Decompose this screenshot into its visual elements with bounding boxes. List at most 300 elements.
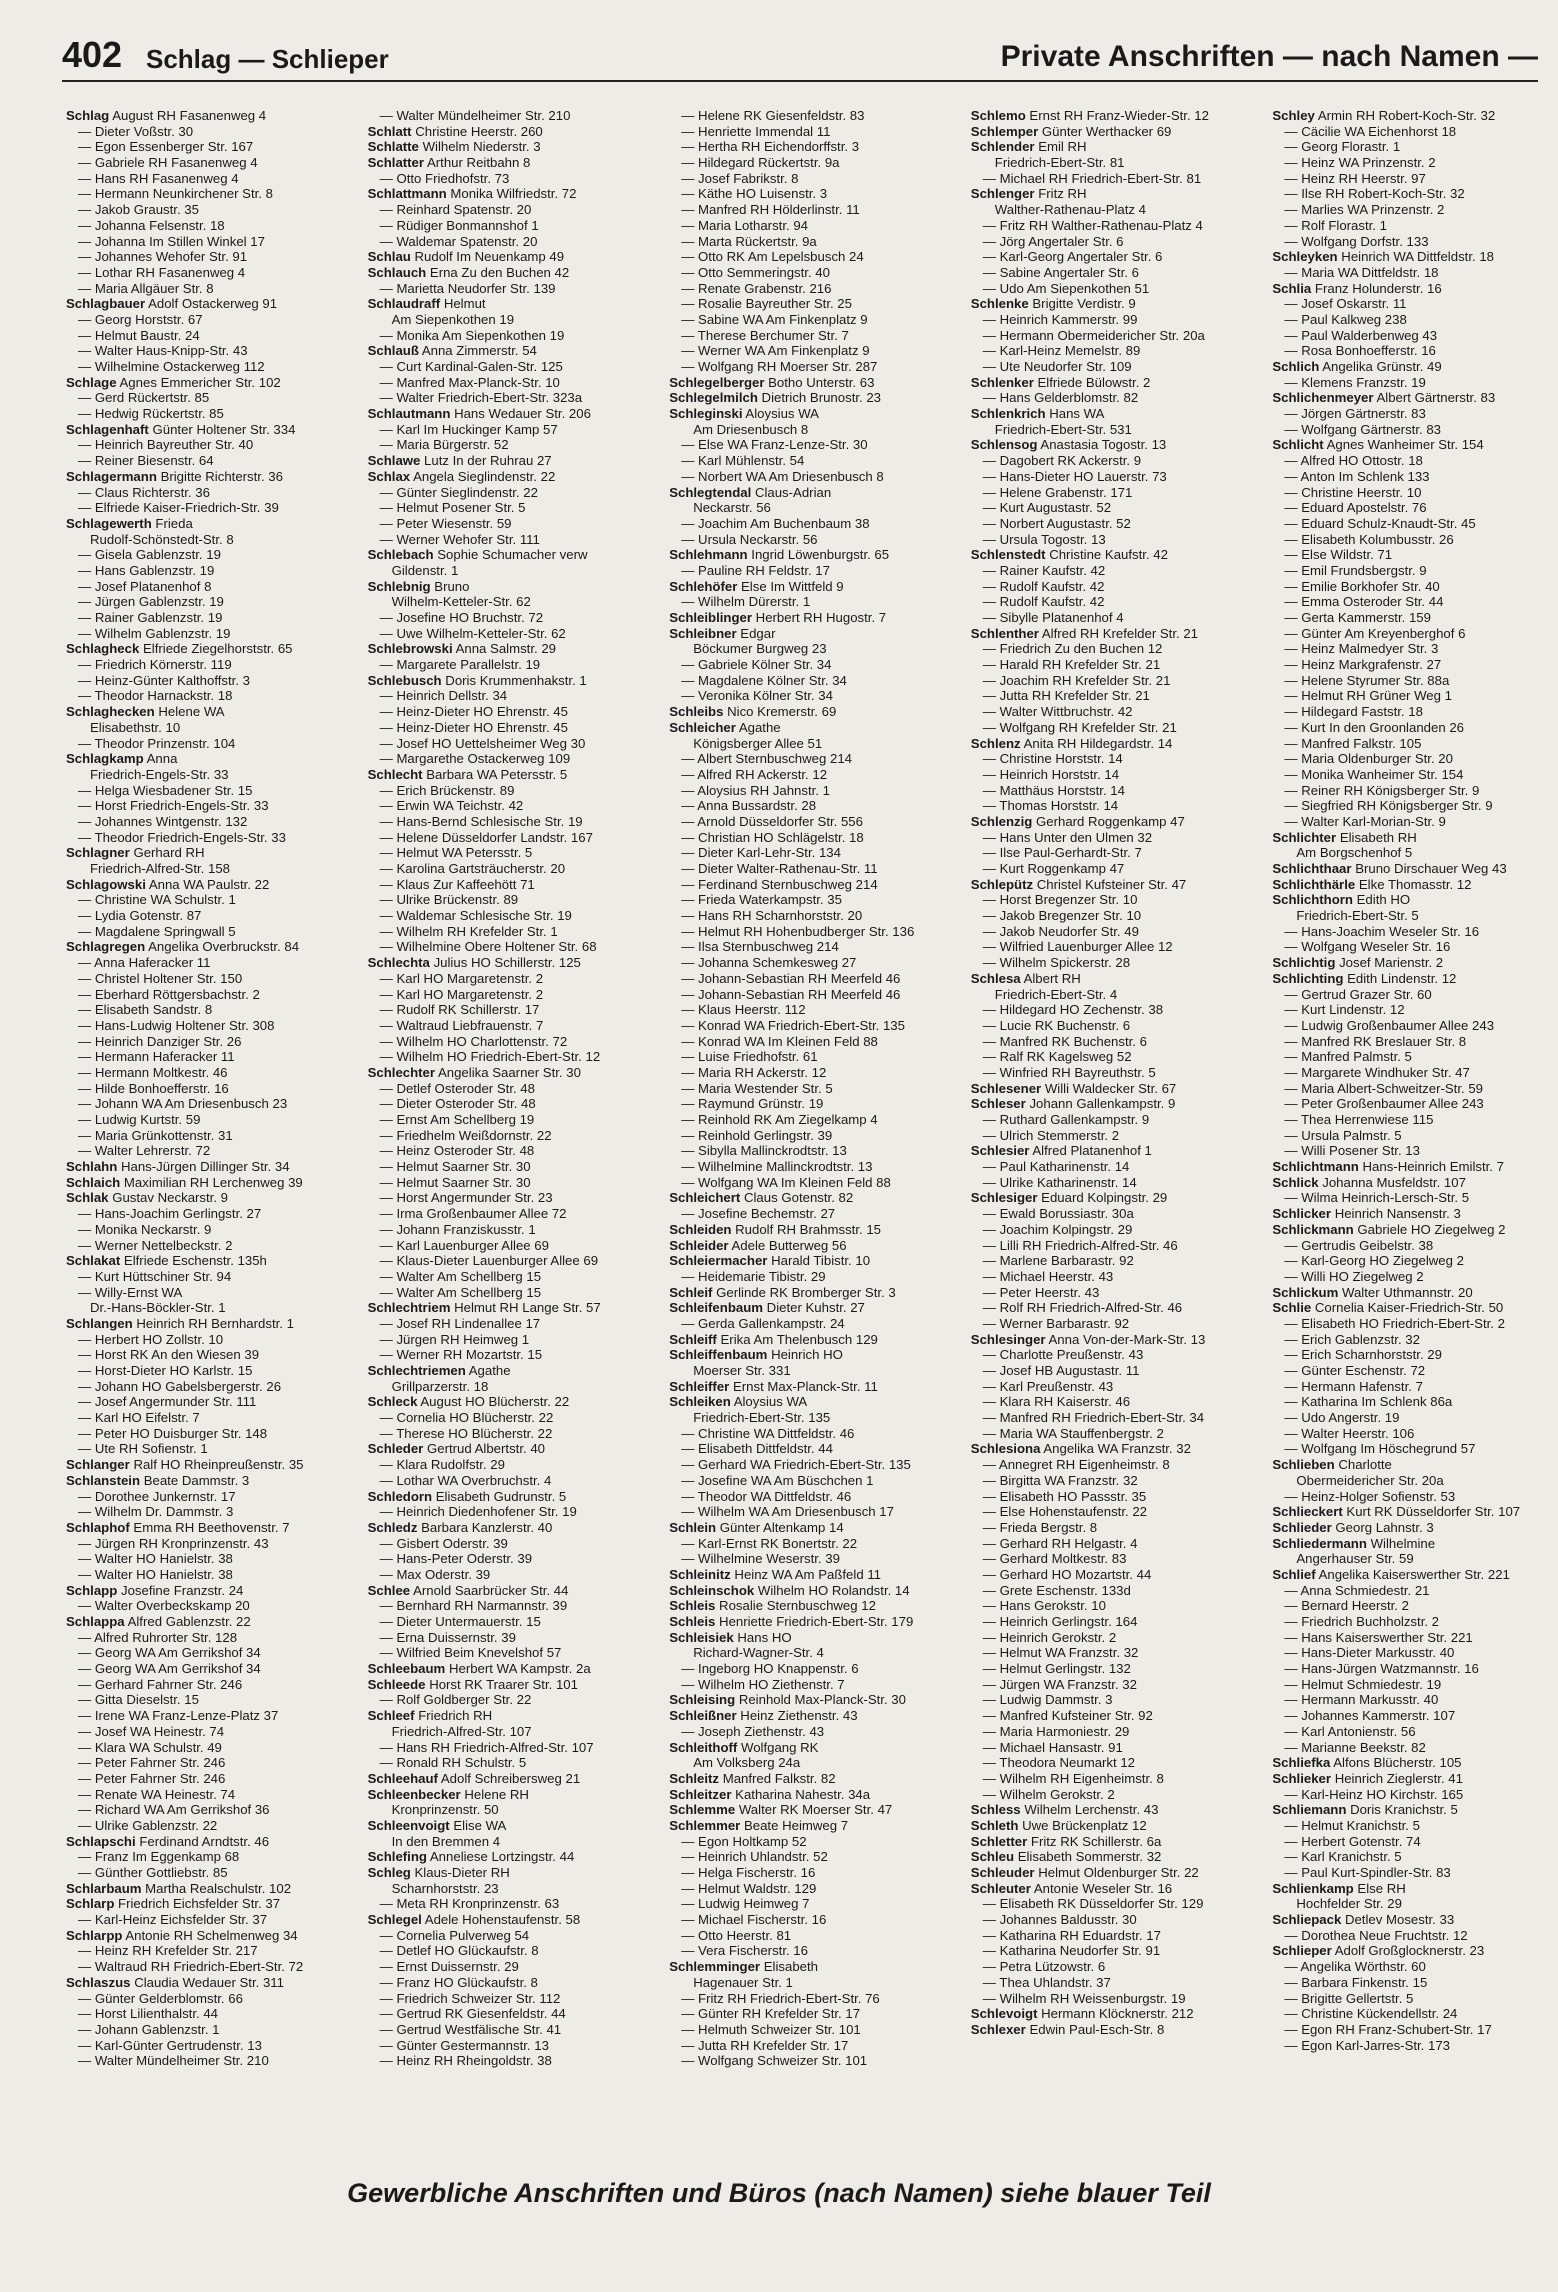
directory-entry bbox=[1272, 249, 1558, 265]
entry-text: — Emma Osteroder Str. 44 bbox=[1284, 594, 1444, 610]
directory-entry bbox=[66, 1332, 356, 1348]
entry-text: — Wilma Heinrich-Lersch-Str. 5 bbox=[1284, 1190, 1470, 1206]
entry-text: — Helmuth Schweizer Str. 101 bbox=[681, 2021, 861, 2037]
directory-entry bbox=[669, 1081, 959, 1097]
directory-entry bbox=[66, 1818, 356, 1834]
entry-text: — Manfred Palmstr. 5 bbox=[1284, 1049, 1412, 1065]
surname: Schlichter bbox=[1272, 829, 1337, 845]
directory-entry bbox=[66, 1143, 356, 1159]
entry-text: — Josef Platanenhof 8 bbox=[78, 578, 212, 594]
directory-entry bbox=[66, 877, 356, 893]
entry-text: — Walter HO Hanielstr. 38 bbox=[78, 1566, 233, 1582]
entry-text: Fritz RK Schillerstr. 6a bbox=[1030, 1833, 1162, 1849]
directory-entry bbox=[971, 987, 1261, 1003]
entry-text: — Erwin WA Teichstr. 42 bbox=[379, 798, 524, 814]
entry-text: — Wolfgang Dorfstr. 133 bbox=[1284, 233, 1429, 249]
directory-entry bbox=[368, 892, 658, 908]
directory-entry bbox=[669, 1379, 959, 1395]
directory-entry bbox=[66, 469, 356, 485]
entry-text: — Anna Haferacker 11 bbox=[78, 955, 211, 971]
entry-text: — Heinz-Holger Sofienstr. 53 bbox=[1284, 1488, 1456, 1504]
directory-entry bbox=[1272, 783, 1558, 799]
entry-text: Anna Zimmerstr. 54 bbox=[421, 343, 537, 359]
entry-text: — Rolf RH Friedrich-Alfred-Str. 46 bbox=[982, 1300, 1183, 1316]
directory-entry bbox=[66, 547, 356, 563]
entry-text: — Ulrike Katharinenstr. 14 bbox=[982, 1174, 1137, 1190]
entry-text: Heinrich HO bbox=[771, 1347, 843, 1363]
directory-entry bbox=[971, 657, 1261, 673]
directory-entry bbox=[1272, 312, 1558, 328]
surname: Schlau bbox=[367, 249, 411, 265]
directory-entry bbox=[669, 1238, 959, 1254]
entry-text: — Katharina RH Eduardstr. 17 bbox=[982, 1927, 1161, 1943]
directory-entry bbox=[66, 265, 356, 281]
directory-entry bbox=[669, 924, 959, 940]
entry-text: — Wolfgang Weseler Str. 16 bbox=[1284, 939, 1451, 955]
directory-entry bbox=[971, 845, 1261, 861]
entry-text: — Helmut RH Grüner Weg 1 bbox=[1284, 688, 1452, 704]
surname: Schlemmer bbox=[669, 1817, 741, 1833]
surname: Schleitz bbox=[669, 1770, 720, 1786]
entry-text: Königsberger Allee 51 bbox=[693, 735, 823, 751]
directory-entry bbox=[669, 955, 959, 971]
entry-text: — Klemens Franzstr. 19 bbox=[1284, 374, 1426, 390]
directory-entry bbox=[66, 155, 356, 171]
directory-entry bbox=[669, 390, 959, 406]
entry-text: Edwin Paul-Esch-Str. 8 bbox=[1029, 2021, 1165, 2037]
entry-text: — Erna Duissernstr. 39 bbox=[379, 1629, 516, 1645]
entry-text: — Heinz WA Prinzenstr. 2 bbox=[1284, 155, 1436, 171]
directory-entry bbox=[669, 234, 959, 250]
surname: Schlich bbox=[1272, 359, 1320, 374]
surname: Schlax bbox=[367, 468, 411, 484]
entry-text: Willi Waldecker Str. 67 bbox=[1044, 1080, 1177, 1096]
entry-text: — Klaus-Dieter Lauenburger Allee 69 bbox=[379, 1253, 599, 1269]
entry-text: — Ingeborg HO Knappenstr. 6 bbox=[681, 1661, 859, 1677]
directory-entry bbox=[66, 1787, 356, 1803]
directory-entry bbox=[669, 1347, 959, 1363]
entry-text: — Christian HO Schlägelstr. 18 bbox=[681, 829, 864, 845]
entry-text: — Heinz Markgrafenstr. 27 bbox=[1284, 657, 1442, 673]
directory-entry bbox=[66, 1677, 356, 1693]
directory-entry bbox=[1272, 1347, 1558, 1363]
entry-text: — Sibylle Platanenhof 4 bbox=[982, 610, 1124, 625]
entry-text: — Klaus Zur Kaffeehött 71 bbox=[379, 876, 535, 892]
directory-entry bbox=[66, 1269, 356, 1285]
surname: Schledz bbox=[367, 1519, 418, 1535]
page-number: 402 bbox=[62, 34, 123, 75]
entry-text: — Ludwig Heimweg 7 bbox=[681, 1896, 810, 1912]
directory-entry bbox=[66, 736, 356, 752]
entry-text: Angelika WA Franzstr. 32 bbox=[1043, 1441, 1191, 1457]
surname: Schlebrowski bbox=[367, 641, 453, 657]
surname: Schlesener bbox=[970, 1080, 1042, 1096]
entry-text: — Hilde Bonhoefferstr. 16 bbox=[78, 1080, 229, 1096]
directory-entry bbox=[1272, 437, 1558, 453]
entry-text: — Paul Kurt-Spindler-Str. 83 bbox=[1284, 1865, 1451, 1880]
entry-text: — Johann-Sebastian RH Meerfeld 46 bbox=[681, 986, 901, 1002]
entry-text: Ralf HO Rheinpreußenstr. 35 bbox=[133, 1457, 304, 1473]
entry-text: — Gerhard RH Helgastr. 4 bbox=[982, 1535, 1138, 1551]
directory-entry bbox=[971, 1771, 1261, 1787]
directory-entry bbox=[368, 1363, 658, 1379]
entry-text: — Otto Heerstr. 81 bbox=[681, 1927, 792, 1943]
entry-text: Else RH bbox=[1357, 1880, 1406, 1896]
entry-text: — Udo Am Siepenkothen 51 bbox=[982, 280, 1150, 296]
directory-entry bbox=[368, 186, 658, 202]
entry-text: Angerhauser Str. 59 bbox=[1296, 1551, 1414, 1567]
entry-text: — Hedwig Rückertstr. 85 bbox=[78, 406, 224, 422]
entry-text: — Willi Posener Str. 13 bbox=[1284, 1143, 1420, 1159]
surname: Schlautmann bbox=[367, 406, 451, 422]
directory-entry bbox=[971, 751, 1261, 767]
surname: Schleebaum bbox=[367, 1661, 446, 1677]
entry-text: Elisabethstr. 10 bbox=[90, 719, 181, 735]
surname: Schlagenhaft bbox=[66, 421, 149, 437]
entry-text: — Karl Im Huckinger Kamp 57 bbox=[379, 421, 558, 437]
entry-text: Aloysius WA bbox=[733, 1394, 808, 1410]
directory-entry bbox=[971, 328, 1261, 344]
directory-entry bbox=[971, 1034, 1261, 1050]
entry-text: Georg Lahnstr. 3 bbox=[1335, 1519, 1434, 1535]
surname: Schlanstein bbox=[66, 1472, 141, 1488]
directory-entry bbox=[368, 2006, 658, 2022]
directory-entry bbox=[669, 987, 959, 1003]
directory-entry bbox=[669, 2022, 959, 2038]
directory-entry bbox=[66, 202, 356, 218]
directory-entry bbox=[368, 1143, 658, 1159]
directory-entry bbox=[1272, 1975, 1558, 1991]
entry-text: Friedrich Eichsfelder Str. 37 bbox=[118, 1896, 281, 1912]
surname: Schleiken bbox=[669, 1394, 731, 1410]
directory-entry bbox=[1272, 234, 1558, 250]
entry-text: Böckumer Burgweg 23 bbox=[693, 641, 827, 657]
entry-text: Helmut RH Lange Str. 57 bbox=[454, 1300, 601, 1316]
directory-entry bbox=[1272, 1143, 1558, 1159]
page-header bbox=[62, 30, 1538, 82]
entry-text: — Wilhelmine Weserstr. 39 bbox=[681, 1551, 840, 1567]
surname: Schleifenbaum bbox=[669, 1300, 763, 1316]
directory-column-3 bbox=[669, 108, 959, 2153]
directory-entry bbox=[368, 1818, 658, 1834]
entry-text: — Hans Gelderblomstr. 82 bbox=[982, 390, 1139, 406]
surname: Schlagkamp bbox=[66, 751, 144, 767]
directory-entry bbox=[669, 1096, 959, 1112]
surname: Schlieker bbox=[1272, 1770, 1332, 1786]
directory-entry bbox=[971, 1740, 1261, 1756]
entry-text: Elke Thomasstr. 12 bbox=[1358, 876, 1472, 892]
directory-entry bbox=[368, 657, 658, 673]
entry-text: Günter Werthacker 69 bbox=[1041, 123, 1172, 139]
entry-text: — Wilhelmine Mallinckrodtstr. 13 bbox=[681, 1159, 873, 1175]
directory-entry bbox=[971, 312, 1261, 328]
entry-text: — Ernst Am Schellberg 19 bbox=[379, 1112, 535, 1127]
directory-entry bbox=[368, 500, 658, 516]
entry-text: — Klara RH Kaiserstr. 46 bbox=[982, 1394, 1131, 1410]
entry-text: — Fritz RH Friedrich-Ebert-Str. 76 bbox=[681, 1990, 880, 2006]
directory-entry bbox=[669, 1049, 959, 1065]
entry-text: — Gertrud Grazer Str. 60 bbox=[1284, 986, 1432, 1002]
entry-text: — Rainer Kaufstr. 42 bbox=[982, 562, 1106, 578]
entry-text: — Horst Bregenzer Str. 10 bbox=[982, 892, 1138, 908]
surname: Schlakat bbox=[66, 1253, 121, 1269]
entry-text: — Johannes Wehofer Str. 91 bbox=[78, 249, 248, 265]
surname: Schleenvoigt bbox=[367, 1817, 450, 1833]
entry-text: — Anna Bussardstr. 28 bbox=[681, 798, 817, 814]
entry-text: Johann Gallenkampstr. 9 bbox=[1029, 1096, 1176, 1112]
directory-entry bbox=[971, 1128, 1261, 1144]
entry-text: — Ilse Paul-Gerhardt-Str. 7 bbox=[982, 845, 1142, 861]
directory-entry bbox=[669, 751, 959, 767]
entry-text: — Peter HO Duisburger Str. 148 bbox=[78, 1425, 268, 1441]
entry-text: — Hans-Peter Oderstr. 39 bbox=[379, 1551, 533, 1567]
directory-entry bbox=[971, 1834, 1261, 1850]
directory-entry bbox=[669, 861, 959, 877]
surname: Schleitzer bbox=[669, 1786, 732, 1802]
surname: Schlesa bbox=[970, 970, 1021, 986]
surname: Schlesinger bbox=[970, 1331, 1046, 1347]
entry-text: — Walter Heerstr. 106 bbox=[1284, 1425, 1415, 1441]
directory-entry bbox=[368, 218, 658, 234]
directory-entry bbox=[669, 767, 959, 783]
entry-text: — Horst Angermunder Str. 23 bbox=[379, 1190, 553, 1206]
entry-text: — Josef HB Augustastr. 11 bbox=[982, 1363, 1140, 1378]
surname: Schlichthärle bbox=[1272, 876, 1356, 892]
entry-text: — Theodor Friedrich-Engels-Str. 33 bbox=[78, 829, 286, 845]
directory-entry bbox=[971, 1300, 1261, 1316]
surname: Schlaghecken bbox=[66, 704, 155, 720]
entry-text: Gabriele HO Ziegelweg 2 bbox=[1357, 1221, 1506, 1237]
entry-text: — Karl Lauenburger Allee 69 bbox=[379, 1237, 549, 1253]
entry-text: — Jutta RH Krefelder Str. 21 bbox=[982, 688, 1150, 704]
entry-text: Albert Gärtnerstr. 83 bbox=[1376, 390, 1496, 406]
directory-entry bbox=[1272, 939, 1558, 955]
directory-entry bbox=[669, 2038, 959, 2054]
entry-text: Detlev Mosestr. 33 bbox=[1344, 1912, 1455, 1928]
directory-entry bbox=[66, 1959, 356, 1975]
entry-text: — Thomas Horststr. 14 bbox=[982, 798, 1119, 814]
directory-entry bbox=[971, 516, 1261, 532]
entry-text: — Katharina Im Schlenk 86a bbox=[1284, 1394, 1453, 1410]
directory-entry bbox=[368, 1238, 658, 1254]
entry-text: — Gertrudis Geibelstr. 38 bbox=[1284, 1237, 1434, 1253]
entry-text: Maximilian RH Lerchenweg 39 bbox=[123, 1174, 303, 1190]
entry-text: — Reiner Biesenstr. 64 bbox=[78, 453, 214, 469]
directory-entry bbox=[66, 2022, 356, 2038]
entry-text: — Willi HO Ziegelweg 2 bbox=[1284, 1268, 1424, 1284]
entry-text: Hans-Jürgen Dillinger Str. 34 bbox=[120, 1159, 290, 1175]
entry-text: Elisabeth Gudrunstr. 5 bbox=[435, 1488, 567, 1504]
directory-entry bbox=[368, 1928, 658, 1944]
surname: Schleiden bbox=[669, 1221, 732, 1237]
directory-entry bbox=[971, 485, 1261, 501]
directory-entry bbox=[66, 343, 356, 359]
surname: Schlee bbox=[367, 1582, 411, 1598]
surname: Schlak bbox=[66, 1190, 109, 1206]
entry-text: — Helga Wiesbadener Str. 15 bbox=[78, 782, 253, 798]
entry-text: — Therese Berchumer Str. 7 bbox=[681, 327, 849, 343]
directory-entry bbox=[669, 328, 959, 344]
directory-entry bbox=[368, 955, 658, 971]
directory-entry bbox=[368, 1253, 658, 1269]
entry-text: — Maria Lotharstr. 94 bbox=[681, 217, 808, 233]
entry-text: Christel Kufsteiner Str. 47 bbox=[1036, 876, 1187, 892]
surname: Schleising bbox=[669, 1692, 736, 1708]
directory-entry bbox=[1272, 1159, 1558, 1175]
directory-entry bbox=[669, 1724, 959, 1740]
directory-entry bbox=[1272, 155, 1558, 171]
directory-entry bbox=[66, 296, 356, 312]
directory-entry bbox=[66, 124, 356, 140]
entry-text: Hans WA bbox=[1049, 406, 1105, 422]
directory-entry bbox=[66, 657, 356, 673]
entry-text: — Karl Mühlenstr. 54 bbox=[681, 453, 805, 469]
entry-text: Erna Zu den Buchen 42 bbox=[429, 264, 570, 280]
entry-text: — Hermann Haferacker 11 bbox=[78, 1049, 235, 1065]
entry-text: — Wilhelm HO Friedrich-Ebert-Str. 12 bbox=[379, 1049, 601, 1065]
directory-entry bbox=[66, 641, 356, 657]
entry-text: — Heinz-Günter Kalthoffstr. 3 bbox=[78, 672, 251, 688]
entry-text: — Helmut RH Hohenbudberger Str. 136 bbox=[681, 923, 915, 939]
surname: Schlieper bbox=[1272, 1943, 1332, 1959]
entry-text: — Christine WA Dittfeldstr. 46 bbox=[681, 1425, 855, 1441]
directory-entry bbox=[66, 814, 356, 830]
directory-entry bbox=[66, 1489, 356, 1505]
entry-text: — Heidemarie Tibistr. 29 bbox=[681, 1268, 826, 1284]
surname: Schlarpp bbox=[66, 1927, 123, 1943]
surname: Schlenke bbox=[970, 296, 1029, 312]
directory-entry bbox=[368, 1489, 658, 1505]
directory-entry bbox=[368, 579, 658, 595]
directory-entry bbox=[669, 908, 959, 924]
directory-entry bbox=[368, 563, 658, 579]
directory-entry bbox=[1272, 422, 1558, 438]
directory-column-4 bbox=[971, 108, 1261, 2153]
directory-entry bbox=[368, 1943, 658, 1959]
entry-text: — Otto Semmeringstr. 40 bbox=[681, 264, 830, 280]
directory-entry bbox=[368, 375, 658, 391]
directory-entry bbox=[669, 343, 959, 359]
surname: Schleuder bbox=[970, 1865, 1035, 1880]
directory-entry bbox=[1272, 343, 1558, 359]
entry-text: Anita RH Hildegardstr. 14 bbox=[1023, 735, 1173, 751]
directory-entry bbox=[66, 1347, 356, 1363]
directory-entry bbox=[669, 688, 959, 704]
directory-entry bbox=[66, 924, 356, 940]
entry-text: — Ruthard Gallenkampstr. 9 bbox=[982, 1112, 1150, 1127]
entry-text: — Annegret RH Eigenheimstr. 8 bbox=[982, 1457, 1170, 1473]
surname: Schlenger bbox=[970, 186, 1035, 202]
surname: Schlehöfer bbox=[669, 578, 738, 594]
directory-entry bbox=[66, 108, 356, 124]
entry-text: Sophie Schumacher verw bbox=[437, 547, 588, 563]
surname: Schlieben bbox=[1272, 1457, 1335, 1473]
entry-text: Friedrich-Ebert-Str. 531 bbox=[994, 421, 1132, 437]
surname: Schleiblinger bbox=[669, 610, 752, 625]
directory-entry bbox=[669, 1206, 959, 1222]
directory-entry bbox=[669, 1112, 959, 1128]
directory-entry bbox=[1272, 1253, 1558, 1269]
directory-entry bbox=[1272, 877, 1558, 893]
entry-text: — Matthäus Horststr. 14 bbox=[982, 782, 1125, 798]
surname: Schlagowski bbox=[66, 876, 146, 892]
directory-entry bbox=[669, 1504, 959, 1520]
directory-entry bbox=[971, 296, 1261, 312]
directory-entry bbox=[669, 1426, 959, 1442]
directory-entry bbox=[1272, 547, 1558, 563]
directory-entry bbox=[66, 1881, 356, 1897]
entry-text: Josef Marienstr. 2 bbox=[1339, 955, 1444, 971]
entry-text: — Johanna Felsenstr. 18 bbox=[78, 217, 225, 233]
directory-entry bbox=[368, 1175, 658, 1191]
directory-entry bbox=[1272, 1708, 1558, 1724]
directory-entry bbox=[1272, 814, 1558, 830]
directory-entry bbox=[368, 124, 658, 140]
directory-entry bbox=[971, 375, 1261, 391]
entry-text: — Magdalene Springwall 5 bbox=[78, 923, 236, 939]
entry-text: Am Siepenkothen 19 bbox=[391, 311, 515, 327]
surname: Schlegtendal bbox=[669, 484, 752, 500]
entry-text: — Grete Eschenstr. 133d bbox=[982, 1582, 1131, 1598]
directory-entry bbox=[669, 1536, 959, 1552]
surname: Schless bbox=[970, 1802, 1021, 1818]
entry-text: — Monika Neckarstr. 9 bbox=[78, 1221, 212, 1237]
directory-entry bbox=[1272, 1520, 1558, 1536]
directory-entry bbox=[1272, 1473, 1558, 1489]
directory-entry bbox=[1272, 359, 1558, 375]
entry-text: — Ferdinand Sternbuschweg 214 bbox=[681, 876, 878, 892]
directory-entry bbox=[66, 1316, 356, 1332]
entry-text: — Erich Gablenzstr. 32 bbox=[1284, 1331, 1420, 1347]
entry-text: Anna bbox=[146, 751, 178, 767]
directory-entry bbox=[669, 1222, 959, 1238]
entry-text: — Ilse RH Robert-Koch-Str. 32 bbox=[1284, 186, 1465, 202]
directory-entry bbox=[368, 234, 658, 250]
entry-text: Antonie RH Schelmenweg 34 bbox=[125, 1927, 298, 1943]
directory-entry bbox=[368, 971, 658, 987]
entry-text: Helene WA bbox=[158, 704, 225, 720]
entry-text: — Karolina Gartsträucherstr. 20 bbox=[379, 861, 566, 876]
directory-entry bbox=[1272, 1034, 1558, 1050]
directory-entry bbox=[66, 563, 356, 579]
entry-text: — Gertrud Westfälische Str. 41 bbox=[379, 2021, 562, 2037]
directory-entry bbox=[66, 1755, 356, 1771]
surname: Schlatte bbox=[367, 139, 419, 155]
entry-text: — Jörgen Gärtnerstr. 83 bbox=[1284, 406, 1426, 422]
directory-entry bbox=[66, 453, 356, 469]
entry-text: Elisabeth RH bbox=[1339, 829, 1417, 845]
directory-entry bbox=[669, 1065, 959, 1081]
entry-text: Gerhard Roggenkamp 47 bbox=[1036, 813, 1185, 829]
directory-entry bbox=[669, 594, 959, 610]
surname: Schleu bbox=[970, 1849, 1015, 1865]
entry-text: — Thea Herrenwiese 115 bbox=[1284, 1112, 1434, 1127]
surname: Schlenz bbox=[970, 735, 1021, 751]
directory-entry bbox=[1272, 171, 1558, 187]
surname: Schleis bbox=[669, 1614, 716, 1629]
entry-text: Charlotte bbox=[1338, 1457, 1392, 1473]
directory-entry bbox=[971, 469, 1261, 485]
entry-text: — Josefine HO Bruchstr. 72 bbox=[379, 610, 544, 625]
directory-entry bbox=[669, 1410, 959, 1426]
entry-text: Agathe bbox=[468, 1363, 511, 1378]
directory-entry bbox=[1272, 830, 1558, 846]
entry-text: — Wolfgang RH Krefelder Str. 21 bbox=[982, 719, 1177, 735]
directory-entry bbox=[1272, 1238, 1558, 1254]
entry-text: — Eberhard Röttgersbachstr. 2 bbox=[78, 986, 260, 1002]
entry-text: Nico Kremerstr. 69 bbox=[727, 704, 837, 720]
entry-text: — Raymund Grünstr. 19 bbox=[681, 1096, 824, 1112]
